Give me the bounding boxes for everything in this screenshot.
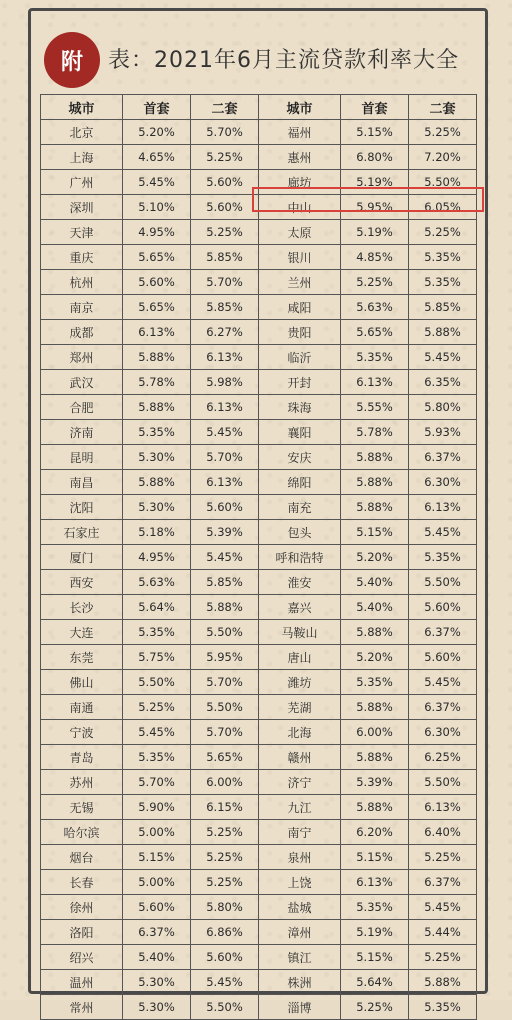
table-row (41, 745, 477, 770)
first-home-rate-cell: 5.35% (341, 895, 409, 920)
first-home-rate-cell: 5.20% (341, 545, 409, 570)
table-row (41, 970, 477, 995)
table-row (41, 220, 477, 245)
second-home-rate-cell: 5.50% (191, 995, 259, 1020)
first-home-rate-cell: 5.60% (123, 270, 191, 295)
first-home-rate-cell: 6.13% (341, 370, 409, 395)
second-home-rate-cell: 6.25% (409, 745, 477, 770)
city-cell: 赣州 (259, 745, 341, 770)
first-home-rate-cell: 6.13% (123, 320, 191, 345)
table-row (41, 345, 477, 370)
second-home-rate-cell: 5.35% (409, 245, 477, 270)
city-cell: 淄博 (259, 995, 341, 1020)
second-home-rate-cell: 5.60% (409, 645, 477, 670)
loan-rate-table (40, 94, 477, 1020)
first-home-rate-cell: 5.65% (123, 245, 191, 270)
second-home-rate-cell: 5.60% (191, 195, 259, 220)
city-cell: 潍坊 (259, 670, 341, 695)
city-cell: 常州 (41, 995, 123, 1020)
second-home-rate-cell: 6.86% (191, 920, 259, 945)
first-home-rate-cell: 5.95% (341, 195, 409, 220)
second-home-rate-cell: 6.13% (191, 345, 259, 370)
first-home-rate-cell: 4.65% (123, 145, 191, 170)
first-home-rate-cell: 5.30% (123, 495, 191, 520)
second-home-rate-cell: 5.25% (409, 220, 477, 245)
first-home-rate-cell: 5.10% (123, 195, 191, 220)
table-row (41, 445, 477, 470)
second-home-rate-cell: 6.35% (409, 370, 477, 395)
city-cell: 合肥 (41, 395, 123, 420)
first-home-rate-cell: 5.35% (123, 745, 191, 770)
second-home-rate-cell: 6.13% (191, 395, 259, 420)
second-home-rate-cell: 5.50% (191, 620, 259, 645)
city-cell: 青岛 (41, 745, 123, 770)
first-home-rate-cell: 6.00% (341, 720, 409, 745)
first-home-rate-cell: 5.88% (123, 470, 191, 495)
table-row (41, 395, 477, 420)
second-home-rate-cell: 5.60% (191, 495, 259, 520)
city-cell: 南充 (259, 495, 341, 520)
table-row (41, 195, 477, 220)
table-row (41, 145, 477, 170)
second-home-rate-cell: 5.85% (191, 570, 259, 595)
second-home-rate-cell: 6.37% (409, 445, 477, 470)
first-home-rate-cell: 5.88% (341, 745, 409, 770)
table-row (41, 720, 477, 745)
city-cell: 镇江 (259, 945, 341, 970)
first-home-rate-cell: 5.25% (341, 270, 409, 295)
second-home-rate-cell: 6.37% (409, 620, 477, 645)
table-row (41, 170, 477, 195)
first-home-rate-cell: 5.00% (123, 820, 191, 845)
city-cell: 上饶 (259, 870, 341, 895)
table-row (41, 570, 477, 595)
second-home-rate-cell: 5.95% (191, 645, 259, 670)
table-row (41, 620, 477, 645)
city-cell: 济宁 (259, 770, 341, 795)
table-row (41, 920, 477, 945)
first-home-rate-cell: 5.88% (341, 445, 409, 470)
city-cell: 天津 (41, 220, 123, 245)
first-home-rate-cell: 5.30% (123, 970, 191, 995)
first-home-rate-cell: 5.90% (123, 795, 191, 820)
second-home-rate-cell: 5.50% (191, 695, 259, 720)
second-home-rate-cell: 5.50% (409, 570, 477, 595)
table-row (41, 545, 477, 570)
city-cell: 漳州 (259, 920, 341, 945)
first-home-rate-cell: 6.13% (341, 870, 409, 895)
first-home-rate-cell: 5.65% (123, 295, 191, 320)
first-home-rate-cell: 5.45% (123, 170, 191, 195)
city-cell: 临沂 (259, 345, 341, 370)
second-home-rate-cell: 5.60% (409, 595, 477, 620)
second-home-rate-cell: 6.37% (409, 870, 477, 895)
city-cell: 无锡 (41, 795, 123, 820)
table-body (41, 120, 477, 1020)
city-cell: 廊坊 (259, 170, 341, 195)
header-city: 城市 (259, 95, 341, 120)
header-first-home: 首套 (123, 95, 191, 120)
first-home-rate-cell: 5.19% (341, 220, 409, 245)
first-home-rate-cell: 5.20% (341, 645, 409, 670)
city-cell: 广州 (41, 170, 123, 195)
first-home-rate-cell: 5.64% (341, 970, 409, 995)
second-home-rate-cell: 5.85% (191, 295, 259, 320)
first-home-rate-cell: 5.40% (341, 595, 409, 620)
city-cell: 泉州 (259, 845, 341, 870)
first-home-rate-cell: 6.37% (123, 920, 191, 945)
table-row (41, 945, 477, 970)
city-cell: 郑州 (41, 345, 123, 370)
city-cell: 中山 (259, 195, 341, 220)
city-cell: 芜湖 (259, 695, 341, 720)
second-home-rate-cell: 5.45% (409, 345, 477, 370)
second-home-rate-cell: 5.44% (409, 920, 477, 945)
first-home-rate-cell: 5.88% (341, 695, 409, 720)
first-home-rate-cell: 5.15% (123, 845, 191, 870)
table-row (41, 895, 477, 920)
city-cell: 株洲 (259, 970, 341, 995)
first-home-rate-cell: 5.25% (341, 995, 409, 1020)
table-row (41, 120, 477, 145)
city-cell: 北海 (259, 720, 341, 745)
first-home-rate-cell: 5.88% (341, 470, 409, 495)
first-home-rate-cell: 5.19% (341, 170, 409, 195)
first-home-rate-cell: 5.15% (341, 120, 409, 145)
first-home-rate-cell: 5.30% (123, 995, 191, 1020)
first-home-rate-cell: 5.35% (341, 670, 409, 695)
second-home-rate-cell: 5.35% (409, 995, 477, 1020)
city-cell: 安庆 (259, 445, 341, 470)
first-home-rate-cell: 5.63% (123, 570, 191, 595)
city-cell: 东莞 (41, 645, 123, 670)
second-home-rate-cell: 5.45% (191, 970, 259, 995)
first-home-rate-cell: 4.95% (123, 220, 191, 245)
second-home-rate-cell: 5.50% (409, 170, 477, 195)
first-home-rate-cell: 5.88% (341, 495, 409, 520)
appendix-badge: 附 (44, 32, 100, 88)
table-row (41, 870, 477, 895)
first-home-rate-cell: 5.19% (341, 920, 409, 945)
table-header-row (41, 95, 477, 120)
second-home-rate-cell: 5.35% (409, 270, 477, 295)
table-row (41, 370, 477, 395)
first-home-rate-cell: 5.15% (341, 945, 409, 970)
header-city: 城市 (41, 95, 123, 120)
table-row (41, 770, 477, 795)
first-home-rate-cell: 5.88% (123, 395, 191, 420)
city-cell: 重庆 (41, 245, 123, 270)
second-home-rate-cell: 6.13% (409, 795, 477, 820)
second-home-rate-cell: 5.45% (409, 895, 477, 920)
city-cell: 佛山 (41, 670, 123, 695)
first-home-rate-cell: 6.80% (341, 145, 409, 170)
second-home-rate-cell: 5.39% (191, 520, 259, 545)
city-cell: 太原 (259, 220, 341, 245)
first-home-rate-cell: 5.70% (123, 770, 191, 795)
second-home-rate-cell: 5.85% (191, 245, 259, 270)
city-cell: 沈阳 (41, 495, 123, 520)
first-home-rate-cell: 5.64% (123, 595, 191, 620)
second-home-rate-cell: 5.25% (409, 120, 477, 145)
city-cell: 襄阳 (259, 420, 341, 445)
table-row (41, 995, 477, 1020)
city-cell: 南宁 (259, 820, 341, 845)
table-row (41, 695, 477, 720)
city-cell: 开封 (259, 370, 341, 395)
second-home-rate-cell: 5.80% (409, 395, 477, 420)
first-home-rate-cell: 5.15% (341, 845, 409, 870)
second-home-rate-cell: 5.25% (191, 870, 259, 895)
header-second-home: 二套 (409, 95, 477, 120)
second-home-rate-cell: 5.45% (191, 545, 259, 570)
city-cell: 绵阳 (259, 470, 341, 495)
second-home-rate-cell: 5.60% (191, 170, 259, 195)
first-home-rate-cell: 5.78% (123, 370, 191, 395)
header-first-home: 首套 (341, 95, 409, 120)
city-cell: 苏州 (41, 770, 123, 795)
second-home-rate-cell: 5.50% (409, 770, 477, 795)
first-home-rate-cell: 4.95% (123, 545, 191, 570)
second-home-rate-cell: 5.45% (409, 520, 477, 545)
first-home-rate-cell: 5.55% (341, 395, 409, 420)
second-home-rate-cell: 5.25% (191, 820, 259, 845)
city-cell: 北京 (41, 120, 123, 145)
second-home-rate-cell: 5.70% (191, 670, 259, 695)
first-home-rate-cell: 5.20% (123, 120, 191, 145)
table-row (41, 320, 477, 345)
second-home-rate-cell: 6.30% (409, 720, 477, 745)
second-home-rate-cell: 6.05% (409, 195, 477, 220)
city-cell: 南京 (41, 295, 123, 320)
second-home-rate-cell: 5.93% (409, 420, 477, 445)
city-cell: 哈尔滨 (41, 820, 123, 845)
city-cell: 烟台 (41, 845, 123, 870)
second-home-rate-cell: 5.25% (191, 220, 259, 245)
header-second-home: 二套 (191, 95, 259, 120)
second-home-rate-cell: 5.25% (191, 145, 259, 170)
second-home-rate-cell: 5.88% (409, 970, 477, 995)
table-row (41, 295, 477, 320)
first-home-rate-cell: 5.00% (123, 870, 191, 895)
second-home-rate-cell: 5.88% (191, 595, 259, 620)
city-cell: 盐城 (259, 895, 341, 920)
second-home-rate-cell: 7.20% (409, 145, 477, 170)
city-cell: 九江 (259, 795, 341, 820)
city-cell: 呼和浩特 (259, 545, 341, 570)
first-home-rate-cell: 5.30% (123, 445, 191, 470)
first-home-rate-cell: 5.35% (341, 345, 409, 370)
second-home-rate-cell: 5.45% (409, 670, 477, 695)
city-cell: 咸阳 (259, 295, 341, 320)
table-row (41, 595, 477, 620)
first-home-rate-cell: 6.20% (341, 820, 409, 845)
table-row (41, 820, 477, 845)
city-cell: 深圳 (41, 195, 123, 220)
first-home-rate-cell: 5.75% (123, 645, 191, 670)
city-cell: 包头 (259, 520, 341, 545)
second-home-rate-cell: 5.70% (191, 720, 259, 745)
table-row (41, 645, 477, 670)
first-home-rate-cell: 5.88% (341, 795, 409, 820)
second-home-rate-cell: 6.13% (409, 495, 477, 520)
city-cell: 兰州 (259, 270, 341, 295)
second-home-rate-cell: 6.15% (191, 795, 259, 820)
city-cell: 石家庄 (41, 520, 123, 545)
page-title: 表：2021年6月主流贷款利率大全 (108, 48, 459, 73)
second-home-rate-cell: 5.80% (191, 895, 259, 920)
city-cell: 银川 (259, 245, 341, 270)
city-cell: 惠州 (259, 145, 341, 170)
first-home-rate-cell: 5.88% (341, 620, 409, 645)
city-cell: 南通 (41, 695, 123, 720)
city-cell: 唐山 (259, 645, 341, 670)
second-home-rate-cell: 5.70% (191, 120, 259, 145)
second-home-rate-cell: 6.30% (409, 470, 477, 495)
city-cell: 西安 (41, 570, 123, 595)
table-row (41, 470, 477, 495)
city-cell: 昆明 (41, 445, 123, 470)
first-home-rate-cell: 5.18% (123, 520, 191, 545)
second-home-rate-cell: 6.13% (191, 470, 259, 495)
first-home-rate-cell: 5.50% (123, 670, 191, 695)
second-home-rate-cell: 5.25% (409, 845, 477, 870)
second-home-rate-cell: 5.65% (191, 745, 259, 770)
city-cell: 长沙 (41, 595, 123, 620)
table-row (41, 270, 477, 295)
second-home-rate-cell: 5.98% (191, 370, 259, 395)
second-home-rate-cell: 5.70% (191, 270, 259, 295)
city-cell: 徐州 (41, 895, 123, 920)
city-cell: 南昌 (41, 470, 123, 495)
first-home-rate-cell: 5.25% (123, 695, 191, 720)
second-home-rate-cell: 5.25% (191, 845, 259, 870)
city-cell: 上海 (41, 145, 123, 170)
second-home-rate-cell: 6.27% (191, 320, 259, 345)
first-home-rate-cell: 5.39% (341, 770, 409, 795)
first-home-rate-cell: 5.63% (341, 295, 409, 320)
city-cell: 淮安 (259, 570, 341, 595)
city-cell: 济南 (41, 420, 123, 445)
first-home-rate-cell: 4.85% (341, 245, 409, 270)
city-cell: 嘉兴 (259, 595, 341, 620)
second-home-rate-cell: 5.60% (191, 945, 259, 970)
city-cell: 洛阳 (41, 920, 123, 945)
first-home-rate-cell: 5.40% (341, 570, 409, 595)
second-home-rate-cell: 5.35% (409, 545, 477, 570)
city-cell: 绍兴 (41, 945, 123, 970)
table-row (41, 845, 477, 870)
first-home-rate-cell: 5.65% (341, 320, 409, 345)
first-home-rate-cell: 5.45% (123, 720, 191, 745)
second-home-rate-cell: 5.25% (409, 945, 477, 970)
first-home-rate-cell: 5.78% (341, 420, 409, 445)
table-row (41, 245, 477, 270)
city-cell: 长春 (41, 870, 123, 895)
table-row (41, 795, 477, 820)
table-row (41, 495, 477, 520)
first-home-rate-cell: 5.60% (123, 895, 191, 920)
second-home-rate-cell: 6.37% (409, 695, 477, 720)
second-home-rate-cell: 5.85% (409, 295, 477, 320)
first-home-rate-cell: 5.15% (341, 520, 409, 545)
city-cell: 马鞍山 (259, 620, 341, 645)
city-cell: 珠海 (259, 395, 341, 420)
city-cell: 宁波 (41, 720, 123, 745)
first-home-rate-cell: 5.40% (123, 945, 191, 970)
first-home-rate-cell: 5.35% (123, 620, 191, 645)
city-cell: 成都 (41, 320, 123, 345)
table-row (41, 670, 477, 695)
second-home-rate-cell: 5.88% (409, 320, 477, 345)
city-cell: 温州 (41, 970, 123, 995)
second-home-rate-cell: 5.70% (191, 445, 259, 470)
city-cell: 武汉 (41, 370, 123, 395)
table-row (41, 420, 477, 445)
city-cell: 福州 (259, 120, 341, 145)
city-cell: 贵阳 (259, 320, 341, 345)
city-cell: 杭州 (41, 270, 123, 295)
second-home-rate-cell: 6.40% (409, 820, 477, 845)
city-cell: 厦门 (41, 545, 123, 570)
second-home-rate-cell: 6.00% (191, 770, 259, 795)
second-home-rate-cell: 5.45% (191, 420, 259, 445)
city-cell: 大连 (41, 620, 123, 645)
first-home-rate-cell: 5.35% (123, 420, 191, 445)
table-row (41, 520, 477, 545)
first-home-rate-cell: 5.88% (123, 345, 191, 370)
